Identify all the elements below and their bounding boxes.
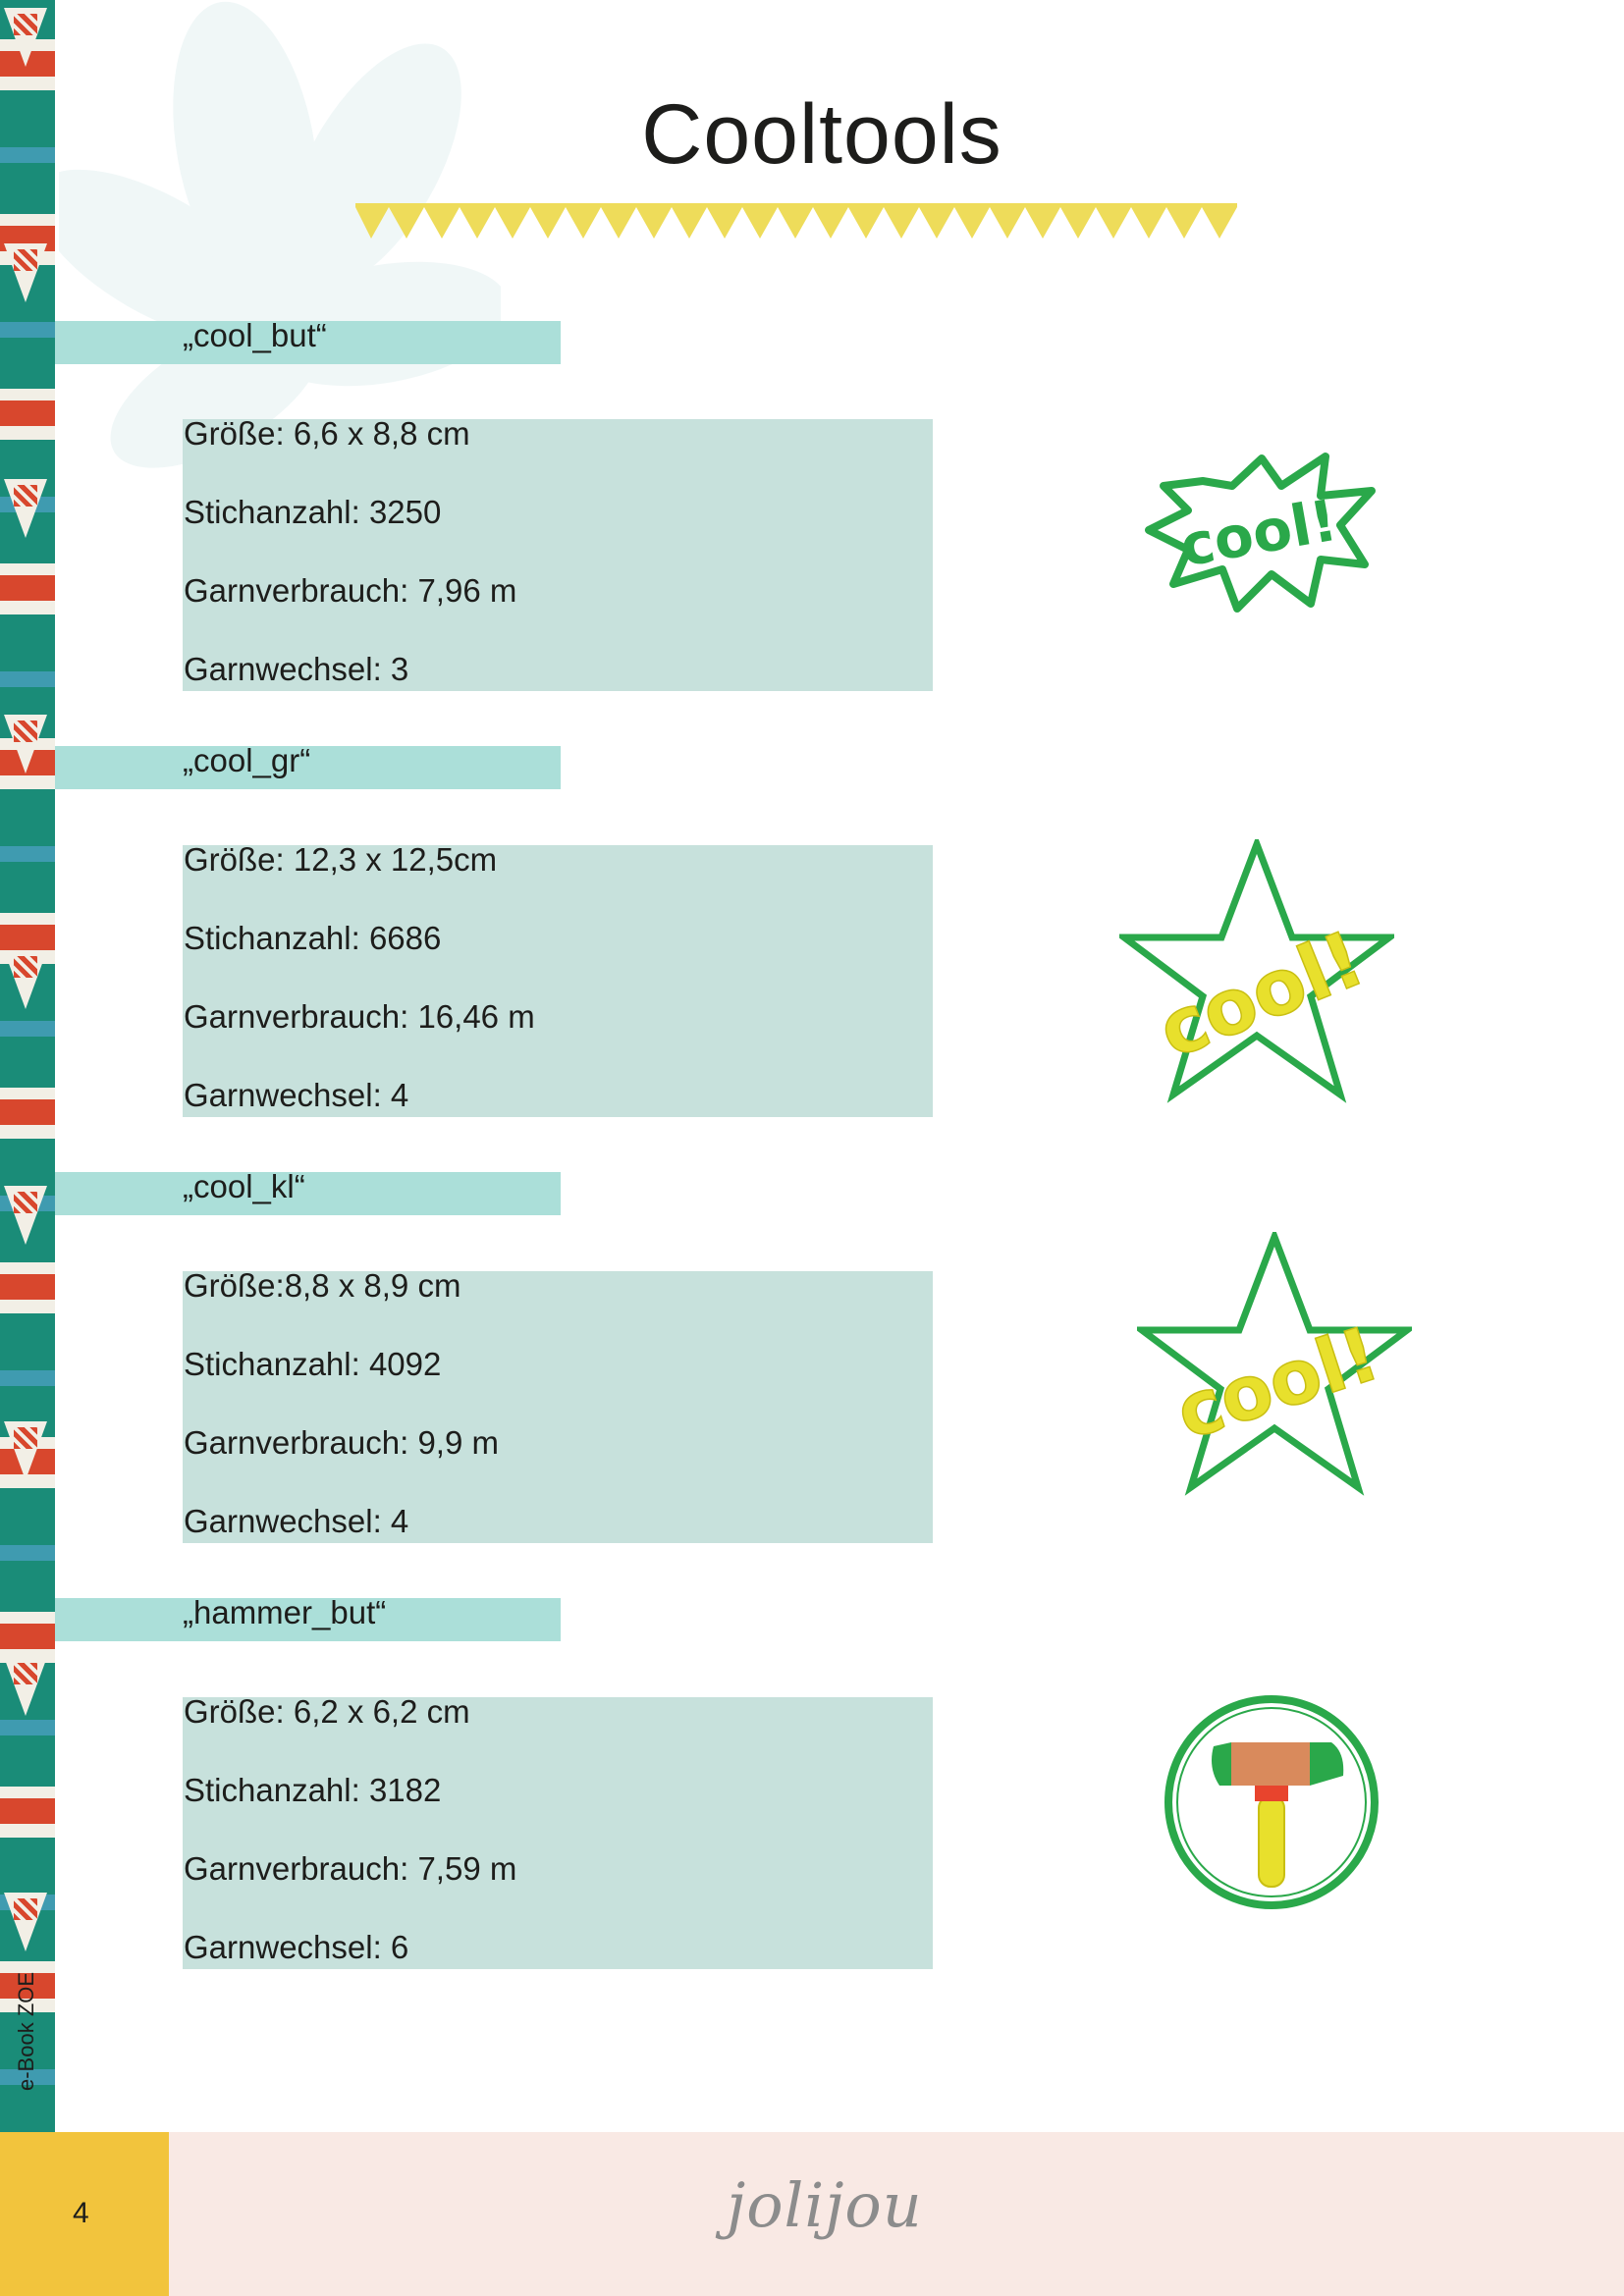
flower-bud-pattern [4, 1186, 47, 1245]
spec-size: Größe: 12,3 x 12,5cm [184, 841, 498, 878]
spec-stitches: Stichanzahl: 6686 [184, 920, 442, 956]
flower-bud-pattern [4, 950, 47, 1009]
spec-thread-usage: Garnverbrauch: 7,96 m [184, 572, 517, 609]
section-title: „hammer_but“ [183, 1594, 387, 1630]
cool-star-small-design [1137, 1232, 1412, 1497]
page-title: Cooltools [641, 87, 1002, 182]
section-header-bar [55, 1172, 561, 1215]
cool-star-large-design [1119, 839, 1394, 1104]
spec-stitches: Stichanzahl: 3250 [184, 494, 442, 530]
design-text: cool! [1174, 486, 1342, 580]
spec-color-changes: Garnwechsel: 6 [184, 1929, 409, 1965]
spec-color-changes: Garnwechsel: 4 [184, 1077, 409, 1113]
cool-burst-design [1144, 447, 1380, 614]
zigzag-divider [355, 203, 1237, 240]
flower-bud-pattern [4, 8, 47, 67]
left-decorative-strip [0, 0, 55, 2132]
page-number: 4 [73, 2197, 89, 2229]
flower-bud-pattern [4, 243, 47, 302]
page-footer [0, 2132, 1624, 2296]
spec-color-changes: Garnwechsel: 3 [184, 651, 409, 687]
page-number-box [0, 2132, 169, 2296]
section-title: „cool_gr“ [183, 742, 311, 778]
spec-thread-usage: Garnverbrauch: 16,46 m [184, 998, 535, 1035]
flower-bud-pattern [4, 479, 47, 538]
section-title: „cool_kl“ [183, 1168, 305, 1204]
spec-size: Größe: 6,2 x 6,2 cm [184, 1693, 470, 1730]
spec-color-changes: Garnwechsel: 4 [184, 1503, 409, 1539]
design-text: cool! [1165, 1309, 1389, 1457]
spec-thread-usage: Garnverbrauch: 9,9 m [184, 1424, 499, 1461]
flower-bud-pattern [4, 715, 47, 774]
design-text: cool! [1146, 914, 1377, 1077]
flower-bud-pattern [4, 1893, 47, 1951]
spec-size: Größe:8,8 x 8,9 cm [184, 1267, 461, 1304]
spec-stitches: Stichanzahl: 4092 [184, 1346, 442, 1382]
spec-thread-usage: Garnverbrauch: 7,59 m [184, 1850, 517, 1887]
spec-size: Größe: 6,6 x 8,8 cm [184, 415, 470, 452]
flower-bud-pattern [4, 1421, 47, 1480]
section-title: „cool_but“ [183, 317, 327, 353]
spec-stitches: Stichanzahl: 3182 [184, 1772, 442, 1808]
ebook-side-label: e-Book ZOE [14, 1971, 38, 2091]
brand-logo: jolijou [727, 2169, 923, 2241]
flower-bud-pattern [4, 1657, 47, 1716]
hammer-button-design [1163, 1693, 1380, 1911]
